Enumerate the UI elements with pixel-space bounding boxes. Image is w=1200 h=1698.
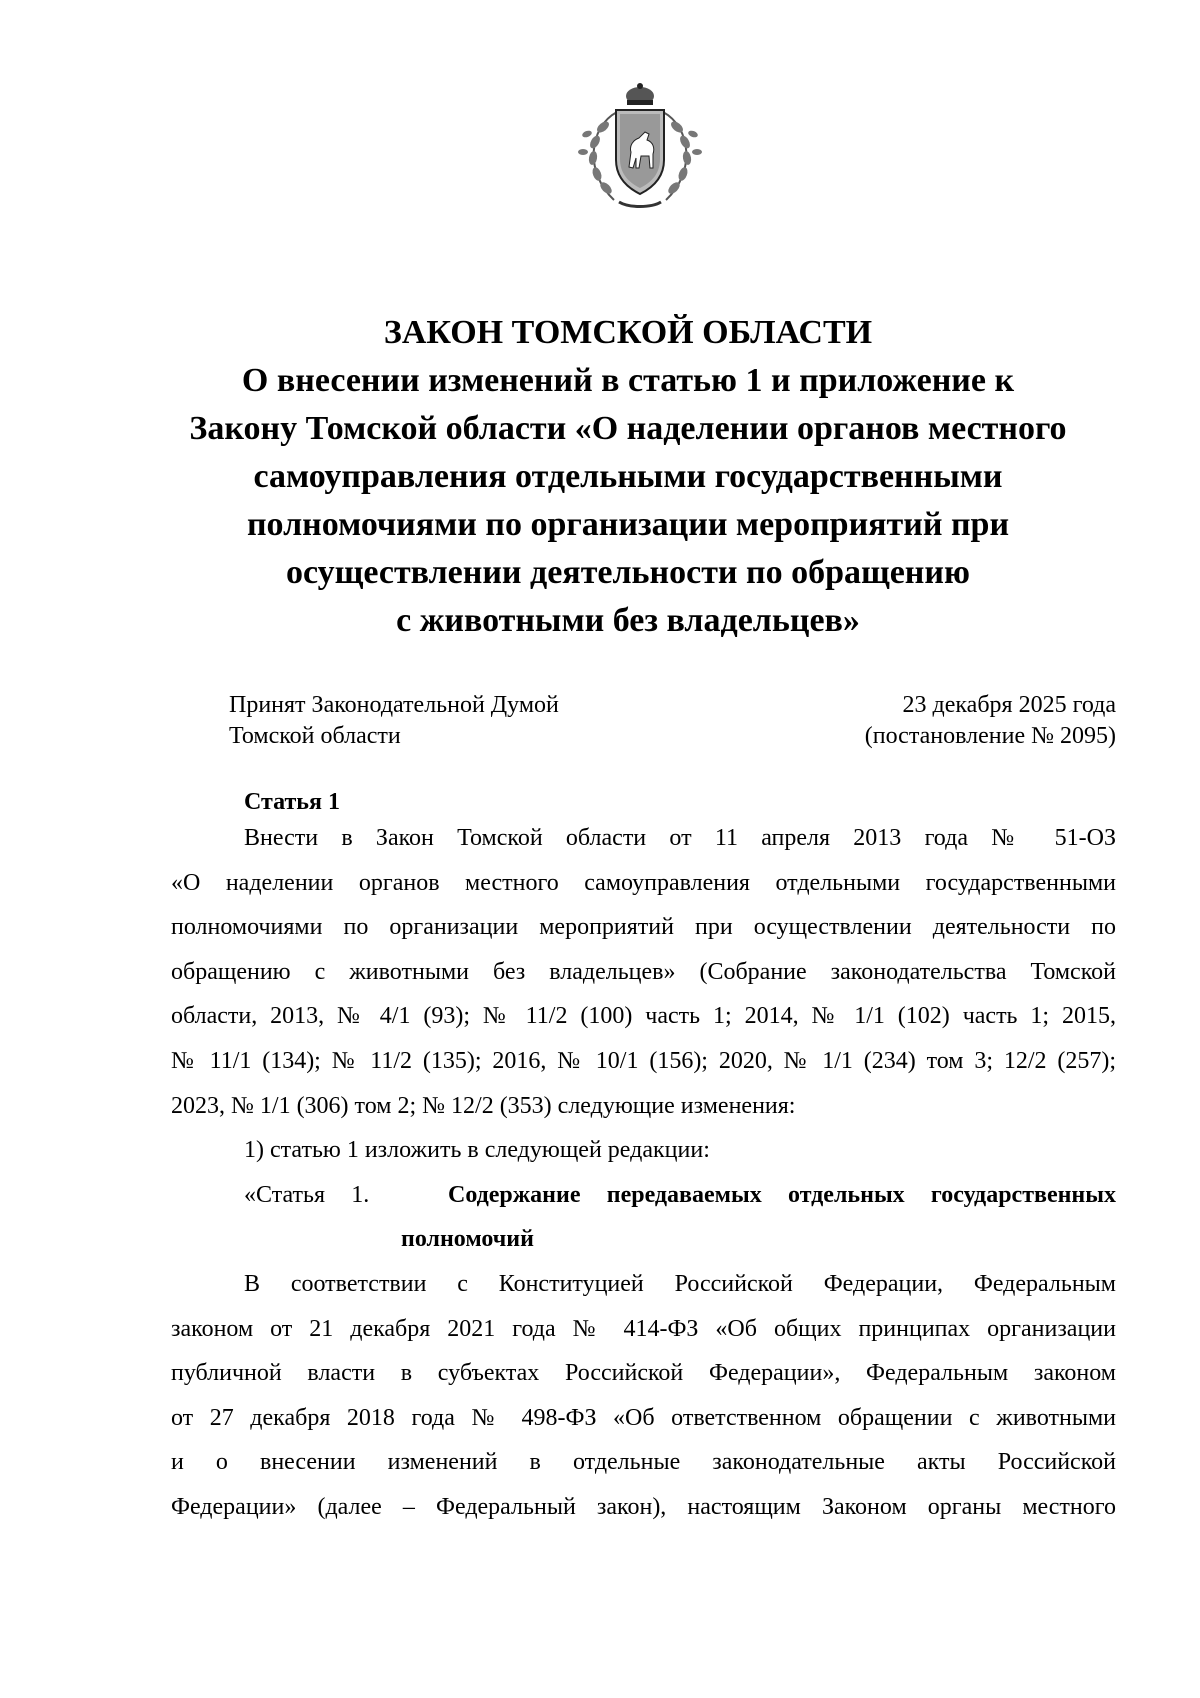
title-line: полномочиями по организации мероприятий при: [246, 506, 1010, 543]
adoption-body-line: Принят Законодательной Думой: [229, 692, 559, 718]
title-line: с животными без владельцев»: [396, 602, 860, 639]
subarticle-title: Содержание передаваемых отдельных государственных: [448, 1181, 1116, 1208]
subarticle-title-continued: полномочий: [401, 1226, 534, 1253]
body-line: полномочиями по организации мероприятий при осуществлении деятельности по: [171, 914, 1116, 941]
list-item: 1) статью 1 изложить в следующей редакции:: [244, 1137, 710, 1164]
body-line: публичной власти в субъектах Российской Федерации», Федеральным законом: [171, 1360, 1116, 1387]
title-line: осуществлении деятельности по обращению: [286, 554, 970, 591]
resolution-number: (постановление № 2095): [864, 723, 1116, 749]
adoption-body-line: Томской области: [229, 723, 401, 749]
adoption-date: [865, 690, 1116, 752]
adoption-date-line: 23 декабря 2025 года: [902, 692, 1116, 718]
body-line: Внести в Закон Томской области от 11 апреля 2013 года № 51-ОЗ: [244, 825, 1116, 851]
body-line: от 27 декабря 2018 года № 498-ФЗ «Об ответственном обращении с животными: [171, 1404, 1116, 1431]
title-line: О внесении изменений в статью 1 и приложение к: [241, 362, 1015, 399]
article-body: [171, 816, 1116, 1530]
body-line: и о внесении изменений в отдельные законодательные акты Российской: [171, 1449, 1116, 1476]
body-line: обращению с животными без владельцев» (Собрание законодательства Томской: [171, 958, 1116, 985]
body-line: законом от 21 декабря 2021 года № 414-ФЗ «Об общих принципах организации: [171, 1315, 1116, 1342]
subarticle-prefix: «Статья 1.: [244, 1181, 370, 1208]
title-line: Закону Томской области «О наделении органов местного: [189, 410, 1067, 447]
body-line: 2023, № 1/1 (306) том 2; № 12/2 (353) следующие изменения:: [171, 1092, 796, 1119]
body-line: области, 2013, № 4/1 (93); № 11/2 (100) часть 1; 2014, № 1/1 (102) часть 1; 2015,: [171, 1003, 1116, 1030]
coat-of-arms-icon: [569, 82, 711, 214]
title-line: самоуправления отдельными государственными: [253, 458, 1003, 495]
body-line: В соответствии с Конституцией Российской Федерации, Федеральным: [244, 1270, 1116, 1297]
law-title: [160, 309, 1096, 645]
subarticle-heading: [171, 1173, 1116, 1218]
article-heading: Статья 1: [244, 789, 340, 815]
title-line: ЗАКОН ТОМСКОЙ ОБЛАСТИ: [383, 314, 873, 351]
body-line: «О наделении органов местного самоуправления отдельными государственными: [171, 869, 1116, 896]
body-line: № 11/1 (134); № 11/2 (135); 2016, № 10/1 (156); 2020, № 1/1 (234) том 3; 12/2 (257);: [171, 1047, 1116, 1074]
body-line: Федерации» (далее – Федеральный закон), настоящим Законом органы местного: [171, 1493, 1116, 1520]
adoption-body: [229, 690, 559, 752]
